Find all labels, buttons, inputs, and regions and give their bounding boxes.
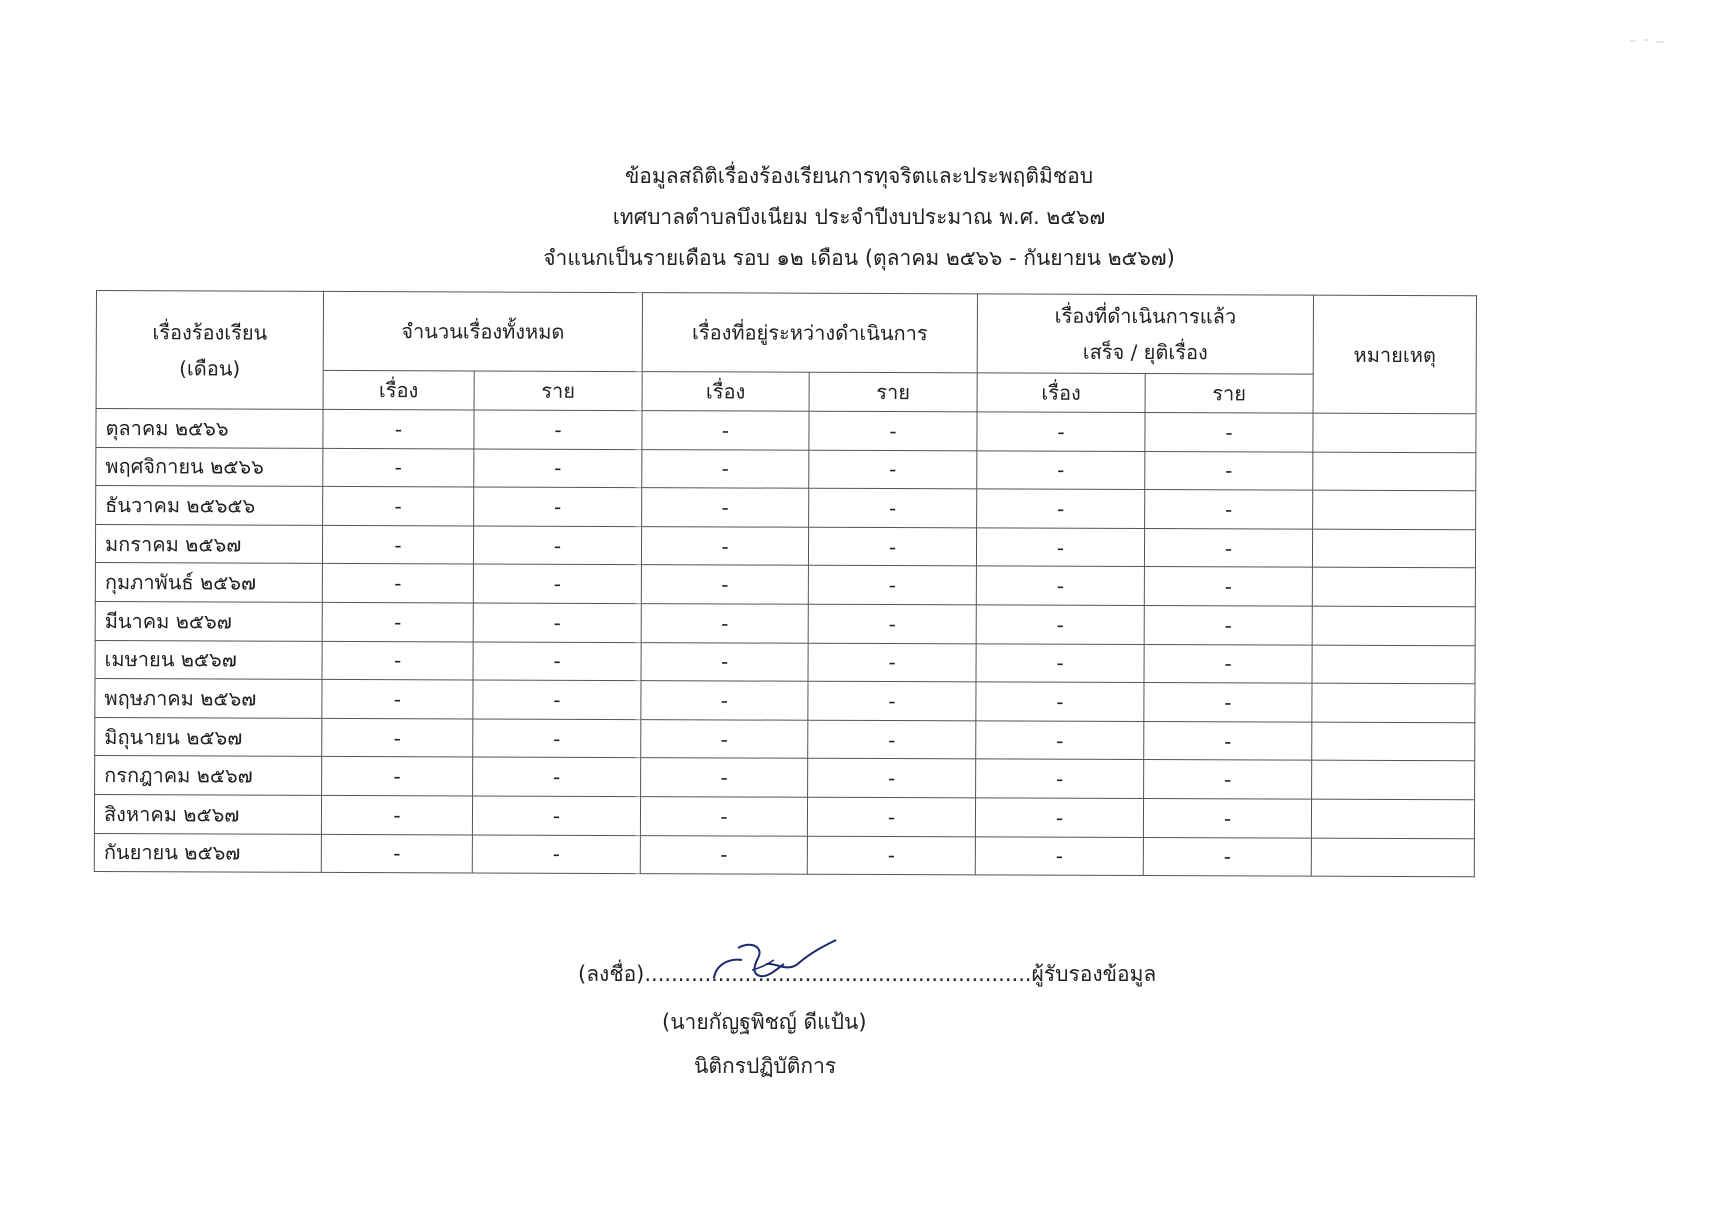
table-row [95,524,1475,568]
done-case-cell: - [976,605,1144,644]
done-case-cell: - [975,836,1143,875]
total-person-cell: - [473,719,641,758]
total-case-cell: - [323,487,474,526]
total-person-cell: - [473,564,641,603]
subheader-pending-case: เรื่อง [642,372,809,412]
table-row [95,563,1475,607]
done-case-cell: - [976,682,1144,721]
pending-person-cell: - [808,681,976,720]
done-person-cell: - [1144,760,1312,799]
month-cell: มิถุนายน ๒๕๖๗ [95,717,322,756]
remark-cell [1313,490,1476,529]
done-person-cell: - [1144,683,1312,722]
done-case-cell: - [977,412,1145,451]
header-done-line1: เรื่องที่ดำเนินการแล้ว [1054,303,1237,329]
total-case-cell: - [322,564,473,603]
pending-person-cell: - [809,488,977,527]
title-line-1: ข้อมูลสถิติเรื่องร้องเรียนการทุจริตและประพฤติมิชอบ [624,164,1094,188]
pending-person-cell: - [807,797,975,836]
done-person-cell: - [1144,644,1312,683]
remark-cell [1311,799,1474,838]
pending-person-cell: - [808,604,976,643]
remark-cell [1313,452,1476,491]
total-case-cell: - [322,641,473,680]
done-person-cell: - [1145,490,1313,529]
document-title [0,156,1718,279]
done-person-cell: - [1144,567,1312,606]
done-person-cell: - [1143,837,1311,876]
done-person-cell: - [1144,605,1312,644]
month-cell: กรกฎาคม ๒๕๖๗ [95,756,322,795]
month-cell: ธันวาคม ๒๕๖๕๖ [96,486,323,525]
done-person-cell: - [1145,413,1313,452]
table-row [95,640,1475,684]
signature-line: (ลงชื่อ)..........................................................ผู้รับรองข้อมูล [578,962,1157,986]
total-case-cell: - [322,525,473,564]
remark-cell [1312,529,1475,568]
pending-case-cell: - [642,449,809,488]
signer-position: นิติกรปฏิบัติการ [694,1054,837,1078]
total-person-cell: - [473,680,641,719]
total-case-cell: - [322,680,473,719]
table-row [95,756,1475,800]
done-person-cell: - [1143,798,1311,837]
remark-cell [1312,606,1475,645]
pending-case-cell: - [642,411,809,450]
done-case-cell: - [977,489,1145,528]
complaint-statistics-table [94,290,1477,877]
pending-case-cell: - [641,526,808,565]
remark-cell [1312,761,1475,800]
done-person-cell: - [1145,451,1313,490]
pending-case-cell: - [641,642,808,681]
total-person-cell: - [473,642,641,681]
remark-cell [1313,413,1476,452]
header-pending: เรื่องที่อยู่ระหว่างดำเนินการ [642,293,977,373]
month-cell: กุมภาพันธ์ ๒๕๖๗ [95,563,322,602]
pending-person-cell: - [807,836,975,875]
total-case-cell: - [321,834,472,873]
table-row [96,447,1476,491]
pending-person-cell: - [808,566,976,605]
header-month-sub: (เดือน) [179,355,241,381]
table-row [95,601,1475,645]
total-person-cell: - [472,834,640,873]
title-line-2: เทศบาลตำบลบึงเนียม ประจำปีงบประมาณ พ.ศ. ๒๕๖๗ [612,205,1106,229]
pending-case-cell: - [641,604,808,643]
total-case-cell: - [322,757,473,796]
total-case-cell: - [323,409,474,448]
pending-case-cell: - [640,797,807,836]
done-case-cell: - [976,643,1144,682]
header-done [977,294,1313,374]
total-person-cell: - [473,603,641,642]
done-case-cell: - [976,566,1144,605]
table-row [96,486,1476,530]
month-cell: สิงหาคม ๒๕๖๗ [94,794,321,833]
remark-cell [1311,838,1474,877]
done-case-cell: - [976,759,1144,798]
header-remark: หมายเหตุ [1313,295,1476,414]
pending-case-cell: - [641,758,808,797]
total-person-cell: - [473,757,641,796]
total-person-cell: - [473,526,641,565]
pending-person-cell: - [808,759,976,798]
done-case-cell: - [977,450,1145,489]
done-case-cell: - [976,721,1144,760]
done-person-cell: - [1144,721,1312,760]
total-person-cell: - [474,410,642,449]
total-person-cell: - [474,449,642,488]
subheader-done-case: เรื่อง [977,373,1145,413]
subheader-pending-person: ราย [809,372,977,412]
remark-cell [1312,722,1475,761]
scan-speck-icon [1630,38,1670,44]
table-row [96,409,1476,453]
header-month-label: เรื่องร้องเรียน [152,319,268,345]
month-cell: ตุลาคม ๒๕๖๖ [96,409,323,448]
title-line-3: จำแนกเป็นรายเดือน รอบ ๑๒ เดือน (ตุลาคม ๒๕๖๖ - กันยายน ๒๕๖๗) [543,246,1175,270]
pending-case-cell: - [642,488,809,527]
pending-person-cell: - [808,720,976,759]
month-cell: พฤษภาคม ๒๕๖๗ [95,679,322,718]
table-row [95,679,1475,723]
remark-cell [1312,683,1475,722]
subheader-done-person: ราย [1145,374,1313,414]
done-person-cell: - [1144,528,1312,567]
month-cell: พฤศจิกายน ๒๕๖๖ [96,447,323,486]
subheader-total-person: ราย [474,371,642,411]
pending-person-cell: - [809,411,977,450]
header-total: จำนวนเรื่องทั้งหมด [323,291,642,371]
month-cell: กันยายน ๒๕๖๗ [94,833,321,872]
signer-name: (นายกัญฐพิชญ์ ดีแป้น) [662,1010,867,1034]
month-cell: มกราคม ๒๕๖๗ [95,524,322,563]
total-person-cell: - [472,796,640,835]
header-done-line2: เสร็จ / ยุติเรื่อง [1082,339,1208,365]
remark-cell [1312,645,1475,684]
total-case-cell: - [323,448,474,487]
pending-case-cell: - [640,835,807,874]
month-cell: เมษายน ๒๕๖๗ [95,640,322,679]
remark-cell [1312,568,1475,607]
subheader-total-case: เรื่อง [323,370,474,410]
table-row [94,833,1474,877]
done-case-cell: - [975,798,1143,837]
total-case-cell: - [322,718,473,757]
header-month [96,291,323,410]
pending-person-cell: - [809,450,977,489]
pending-person-cell: - [808,643,976,682]
pending-person-cell: - [808,527,976,566]
total-case-cell: - [321,795,472,834]
table-row [94,794,1474,838]
done-case-cell: - [976,528,1144,567]
pending-case-cell: - [641,565,808,604]
pending-case-cell: - [641,719,808,758]
month-cell: มีนาคม ๒๕๖๗ [95,601,322,640]
total-case-cell: - [322,602,473,641]
total-person-cell: - [474,487,642,526]
pending-case-cell: - [641,681,808,720]
table-row [95,717,1475,761]
